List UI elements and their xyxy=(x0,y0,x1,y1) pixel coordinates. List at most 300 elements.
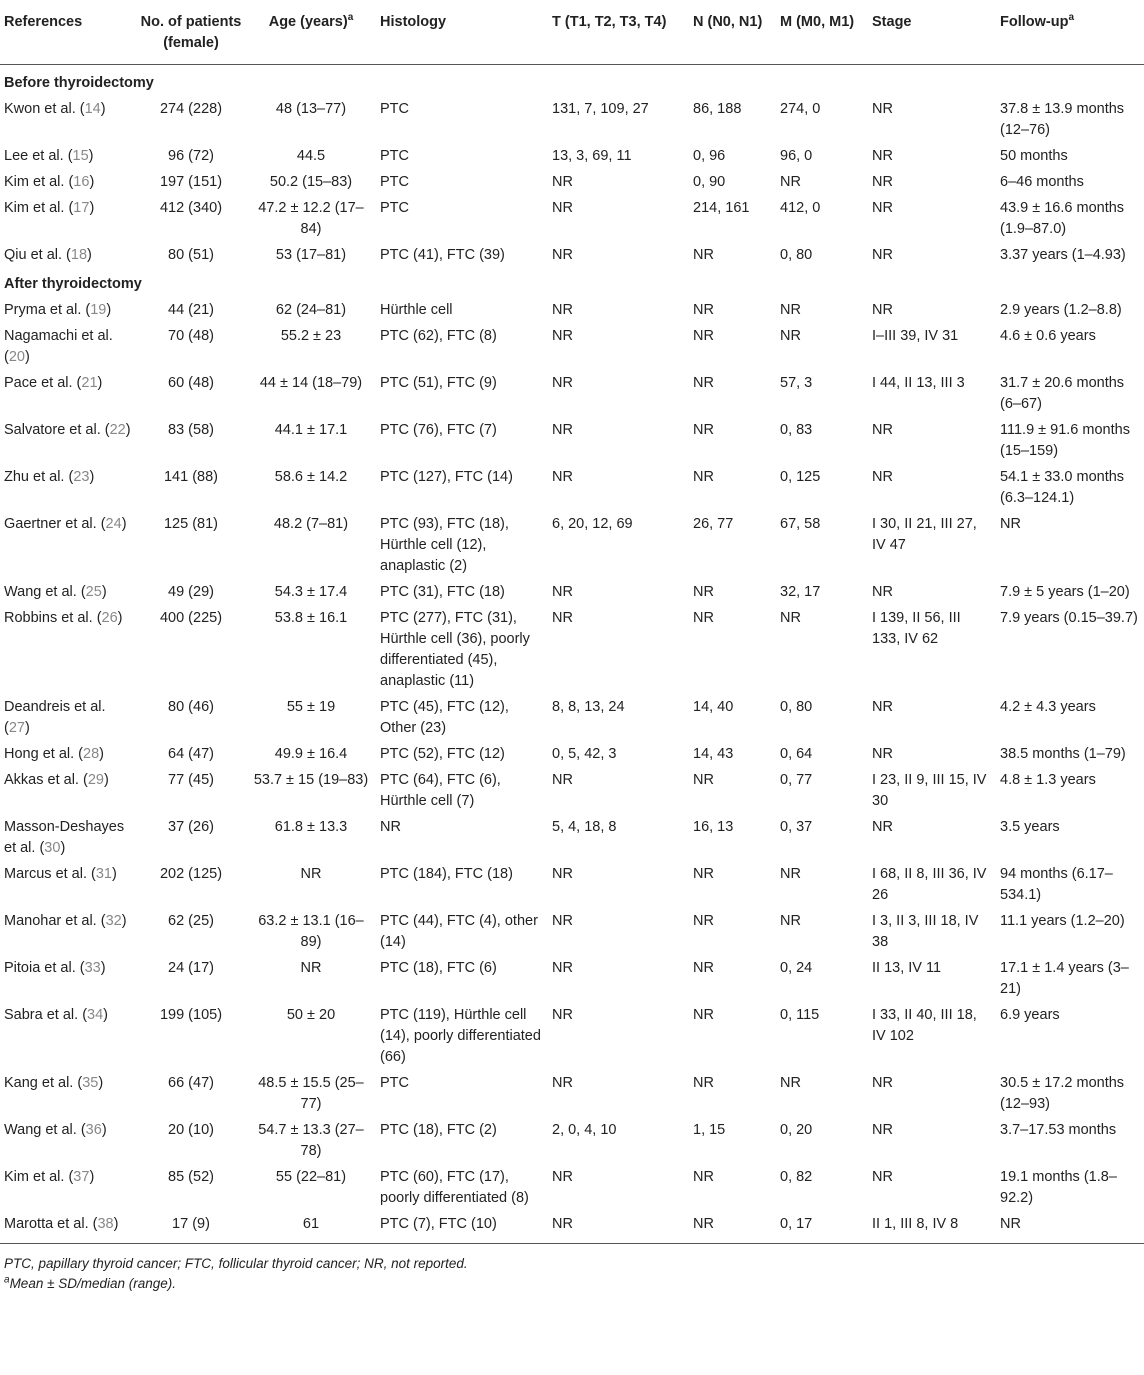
cell-stage: I 33, II 40, III 18, IV 102 xyxy=(872,1007,977,1044)
table-header xyxy=(0,0,1144,65)
cell-stage: NR xyxy=(872,174,893,190)
cell-m: NR xyxy=(780,1075,801,1091)
col-references: References xyxy=(0,0,136,65)
cell-reference: Kim et al. (37) xyxy=(4,1169,95,1185)
table-row xyxy=(0,603,1144,692)
cell-followup: 43.9 ± 16.6 months (1.9–87.0) xyxy=(1000,200,1125,237)
cell-reference: Wang et al. (36) xyxy=(4,1122,107,1138)
col-n: N (N0, N1) xyxy=(689,0,776,65)
cell-reference: Hong et al. (28) xyxy=(4,746,104,762)
reference-author: Pryma et al. xyxy=(4,302,82,318)
reference-citation-link[interactable]: 35 xyxy=(82,1075,99,1091)
cell-followup: 19.1 months (1.8–92.2) xyxy=(1000,1169,1117,1206)
cell-n: NR xyxy=(693,913,714,929)
reference-citation-link[interactable]: 37 xyxy=(73,1169,90,1185)
cell-t: NR xyxy=(552,1007,573,1023)
table-row xyxy=(0,953,1144,1000)
cell-t: 131, 7, 109, 27 xyxy=(552,101,649,117)
table-row xyxy=(0,295,1144,321)
cell-followup: 30.5 ± 17.2 months (12–93) xyxy=(1000,1075,1125,1112)
cell-histology: PTC (7), FTC (10) xyxy=(376,1209,548,1244)
cell-histology: Hürthle cell xyxy=(380,302,453,318)
cell-histology: PTC xyxy=(380,200,409,216)
cell-age: 55.2 ± 23 xyxy=(280,328,342,344)
cell-m: NR xyxy=(780,174,801,190)
cell-age: 44.1 ± 17.1 xyxy=(274,422,348,438)
cell-age: 48.5 ± 15.5 (25–77) xyxy=(258,1075,364,1112)
reference-citation-link[interactable]: 18 xyxy=(70,247,88,263)
cell-m: 0, 80 xyxy=(780,247,813,263)
reference-author: Zhu et al. xyxy=(4,469,65,485)
cell-stage: I 44, II 13, III 3 xyxy=(872,375,965,391)
cell-stage: I 23, II 9, III 15, IV 30 xyxy=(872,772,987,809)
cell-m: 67, 58 xyxy=(780,516,821,532)
cell-n: NR xyxy=(693,584,714,600)
cell-histology: PTC xyxy=(380,1075,409,1091)
table-row xyxy=(0,739,1144,765)
cell-t: NR xyxy=(552,1075,573,1091)
reference-author: Qiu et al. xyxy=(4,247,63,263)
cell-age: 61 xyxy=(246,1209,376,1244)
cell-n: NR xyxy=(689,1209,776,1244)
cell-stage: NR xyxy=(872,200,893,216)
cell-n: NR xyxy=(693,247,714,263)
reference-citation-link[interactable]: 24 xyxy=(105,516,122,532)
table-row xyxy=(0,765,1144,812)
cell-m: 0, 64 xyxy=(780,746,813,762)
cell-n: 0, 96 xyxy=(693,148,726,164)
cell-reference: Robbins et al. (26) xyxy=(4,610,123,626)
cell-patients: 66 (47) xyxy=(168,1075,214,1091)
cell-patients: 44 (21) xyxy=(168,302,214,318)
cell-reference: Salvatore et al. (22) xyxy=(4,422,131,438)
cell-m: 57, 3 xyxy=(780,375,813,391)
cell-histology: PTC (184), FTC (18) xyxy=(380,866,513,882)
cell-age: 48 (13–77) xyxy=(275,101,347,117)
cell-age: 50 ± 20 xyxy=(286,1007,336,1023)
cell-n: NR xyxy=(693,1007,714,1023)
table-row xyxy=(0,94,1144,141)
table-row xyxy=(0,321,1144,368)
reference-citation-link[interactable]: 28 xyxy=(83,746,100,762)
cell-reference: Pace et al. (21) xyxy=(4,375,103,391)
reference-citation-link[interactable]: 15 xyxy=(72,148,89,164)
reference-citation-link[interactable]: 20 xyxy=(8,349,25,365)
cell-followup: 3.5 years xyxy=(1000,819,1060,835)
table-body xyxy=(0,65,1144,1244)
reference-citation-link[interactable]: 36 xyxy=(85,1122,102,1138)
cell-reference: Lee et al. (15) xyxy=(4,148,94,164)
cell-followup: NR xyxy=(1000,516,1021,532)
cell-age: 55 ± 19 xyxy=(286,699,336,715)
reference-citation-link[interactable]: 31 xyxy=(95,866,112,882)
reference-citation-link[interactable]: 33 xyxy=(84,960,101,976)
cell-patients: 37 (26) xyxy=(168,819,214,835)
cell-reference: Wang et al. (25) xyxy=(4,584,107,600)
cell-patients: 141 (88) xyxy=(163,469,218,485)
cell-t: NR xyxy=(552,469,573,485)
cell-stage: NR xyxy=(872,101,893,117)
cell-followup: 3.7–17.53 months xyxy=(1000,1122,1117,1138)
cell-patients: 64 (47) xyxy=(168,746,214,762)
cell-reference: Kim et al. (16) xyxy=(4,174,95,190)
cell-histology: PTC (45), FTC (12), Other (23) xyxy=(380,699,509,736)
cell-n: NR xyxy=(693,960,714,976)
col-m: M (M0, M1) xyxy=(776,0,868,65)
reference-author: Gaertner et al. xyxy=(4,516,97,532)
cell-m: NR xyxy=(780,610,801,626)
table-row xyxy=(0,859,1144,906)
cell-histology: PTC xyxy=(380,101,409,117)
cell-stage: NR xyxy=(872,422,893,438)
col-histology: Histology xyxy=(376,0,548,65)
cell-followup: 37.8 ± 13.9 months (12–76) xyxy=(1000,101,1125,138)
cell-patients: 125 (81) xyxy=(163,516,218,532)
cell-t: NR xyxy=(552,772,573,788)
cell-stage: I 68, II 8, III 36, IV 26 xyxy=(872,866,987,903)
cell-n: 26, 77 xyxy=(693,516,734,532)
cell-patients: 80 (51) xyxy=(168,247,214,263)
cell-m: 0, 115 xyxy=(780,1007,820,1023)
reference-citation-link[interactable]: 19 xyxy=(90,302,107,318)
cell-histology: PTC (18), FTC (2) xyxy=(380,1122,497,1138)
table-row xyxy=(0,1000,1144,1068)
cell-n: 14, 43 xyxy=(693,746,734,762)
cell-patients: 83 (58) xyxy=(168,422,214,438)
cell-t: NR xyxy=(552,913,573,929)
cell-t: 6, 20, 12, 69 xyxy=(552,516,633,532)
table-row xyxy=(0,141,1144,167)
cell-histology: PTC (76), FTC (7) xyxy=(380,422,497,438)
cell-m: NR xyxy=(780,302,801,318)
col-followup: Follow-$up^a$ xyxy=(996,0,1144,65)
cell-followup: 111.9 ± 91.6 months (15–159) xyxy=(1000,422,1130,459)
cell-stage: NR xyxy=(872,469,893,485)
cell-n: 16, 13 xyxy=(693,819,734,835)
cell-followup: 94 months (6.17–534.1) xyxy=(1000,866,1113,903)
cell-stage: I 3, II 3, III 18, IV 38 xyxy=(872,913,979,950)
cell-n: NR xyxy=(693,422,714,438)
cell-n: NR xyxy=(693,866,714,882)
col-stage: Stage xyxy=(868,0,996,65)
cell-m: 0, 82 xyxy=(780,1169,813,1185)
cell-histology: PTC (277), FTC (31), Hürthle cell (36), poorly differentiated (45), anaplastic (11) xyxy=(380,610,530,689)
table-row xyxy=(0,812,1144,859)
reference-citation-link[interactable]: 30 xyxy=(44,840,61,856)
reference-author: Deandreis et al. xyxy=(4,699,106,715)
cell-stage: NR xyxy=(872,584,893,600)
cell-histology: PTC (127), FTC (14) xyxy=(380,469,513,485)
cell-t: NR xyxy=(552,247,573,263)
cell-histology: PTC xyxy=(380,148,409,164)
cell-patients: 274 (228) xyxy=(159,101,223,117)
reference-author: Masson-Deshayes et al. xyxy=(4,819,125,856)
table-footnotes xyxy=(0,1244,1144,1294)
cell-reference: Akkas et al. (29) xyxy=(4,772,109,788)
cell-t: 2, 0, 4, 10 xyxy=(552,1122,617,1138)
reference-citation-link[interactable]: 26 xyxy=(101,610,118,626)
cell-n: NR xyxy=(693,469,714,485)
table-row xyxy=(0,368,1144,415)
reference-citation-link[interactable]: 22 xyxy=(109,422,126,438)
cell-m: NR xyxy=(780,328,801,344)
cell-stage: NR xyxy=(872,247,893,263)
cell-age: 47.2 ± 12.2 (17–84) xyxy=(258,200,364,237)
cell-n: 0, 90 xyxy=(693,174,726,190)
cell-age: 48.2 (7–81) xyxy=(273,516,349,532)
cell-followup: 17.1 ± 1.4 years (3–21) xyxy=(1000,960,1129,997)
cell-histology: PTC (51), FTC (9) xyxy=(380,375,497,391)
reference-author: Akkas et al. xyxy=(4,772,79,788)
reference-author: Kim et al. xyxy=(4,1169,65,1185)
cell-followup: 54.1 ± 33.0 months (6.3–124.1) xyxy=(1000,469,1125,506)
cell-patients: 77 (45) xyxy=(168,772,214,788)
reference-citation-link[interactable]: 14 xyxy=(84,101,101,117)
section-title: After thyroidectomy xyxy=(4,276,142,292)
cell-patients: 20 (10) xyxy=(168,1122,214,1138)
cell-t: NR xyxy=(552,866,573,882)
cell-followup: 6–46 months xyxy=(1000,174,1084,190)
cell-age: 53.7 ± 15 (19–83) xyxy=(253,772,369,788)
reference-citation-link[interactable]: 21 xyxy=(81,375,98,391)
cell-followup: 4.8 ± 1.3 years xyxy=(1000,772,1096,788)
col-patients: No. of patients (female) xyxy=(136,0,246,65)
footnote-abbreviations: PTC, papillary thyroid cancer; FTC, follicular thyroid cancer; NR, not reported. xyxy=(4,1256,468,1271)
section-header xyxy=(0,266,1144,295)
cell-patients: 49 (29) xyxy=(168,584,214,600)
cell-m: NR xyxy=(780,866,801,882)
cell-patients: 202 (125) xyxy=(159,866,223,882)
cell-age: 53 (17–81) xyxy=(275,247,347,263)
cell-t: 13, 3, 69, 11 xyxy=(552,148,632,164)
cell-histology: PTC (31), FTC (18) xyxy=(380,584,505,600)
cell-age: 54.3 ± 17.4 xyxy=(274,584,348,600)
cell-followup: 31.7 ± 20.6 months (6–67) xyxy=(1000,375,1125,412)
cell-histology: PTC (41), FTC (39) xyxy=(380,247,505,263)
cell-t: NR xyxy=(552,610,573,626)
cell-age: NR xyxy=(300,960,322,976)
cell-age: 50.2 (15–83) xyxy=(269,174,353,190)
cell-histology: PTC xyxy=(380,174,409,190)
cell-t: NR xyxy=(552,328,573,344)
cell-n: NR xyxy=(693,1169,714,1185)
cell-stage: NR xyxy=(872,1075,893,1091)
cell-m: 0, 125 xyxy=(780,469,821,485)
col-age: Age (years)$^a$ xyxy=(246,0,376,65)
cell-n: NR xyxy=(693,610,714,626)
cell-n: 1, 15 xyxy=(693,1122,726,1138)
cell-patients: 197 (151) xyxy=(159,174,223,190)
cell-patients: 400 (225) xyxy=(159,610,223,626)
cell-n: NR xyxy=(693,328,714,344)
cell-stage: I–III 39, IV 31 xyxy=(872,328,959,344)
cell-m: 0, 17 xyxy=(776,1209,868,1244)
cell-t: NR xyxy=(552,960,573,976)
reference-author: Kang et al. xyxy=(4,1075,74,1091)
cell-reference: Masson-Deshayes et al. (30) xyxy=(4,819,125,856)
cell-followup: NR xyxy=(996,1209,1144,1244)
cell-stage: I 30, II 21, III 27, IV 47 xyxy=(872,516,977,553)
cell-age: 62 (24–81) xyxy=(275,302,347,318)
cell-reference: Marotta et al. (38) xyxy=(0,1209,136,1244)
cell-patients: 70 (48) xyxy=(168,328,214,344)
cell-t: 5, 4, 18, 8 xyxy=(552,819,617,835)
reference-author: Pitoia et al. xyxy=(4,960,76,976)
reference-author: Nagamachi et al. xyxy=(4,328,113,344)
cell-m: 412, 0 xyxy=(780,200,821,216)
section-header xyxy=(0,65,1144,95)
table-row xyxy=(0,509,1144,577)
cell-t: NR xyxy=(552,200,573,216)
reference-author: Manohar et al. xyxy=(4,913,97,929)
cell-followup: 4.6 ± 0.6 years xyxy=(1000,328,1096,344)
cell-reference: Sabra et al. (34) xyxy=(4,1007,109,1023)
table-row xyxy=(0,577,1144,603)
cell-t: 0, 5, 42, 3 xyxy=(552,746,617,762)
cell-reference: Gaertner et al. (24) xyxy=(4,516,127,532)
cell-reference: Zhu et al. (23) xyxy=(4,469,95,485)
cell-stage: NR xyxy=(872,148,893,164)
cell-patients: 62 (25) xyxy=(168,913,214,929)
cell-m: 0, 77 xyxy=(780,772,813,788)
cell-followup: 38.5 months (1–79) xyxy=(1000,746,1126,762)
cell-histology: PTC (44), FTC (4), other (14) xyxy=(380,913,538,950)
table-row xyxy=(0,692,1144,739)
reference-citation-link[interactable]: 34 xyxy=(87,1007,104,1023)
cell-t: NR xyxy=(552,584,573,600)
cell-reference: Pryma et al. (19) xyxy=(4,302,112,318)
cell-age: 63.2 ± 13.1 (16–89) xyxy=(258,913,364,950)
cell-stage: NR xyxy=(872,1169,893,1185)
cell-patients: 412 (340) xyxy=(159,200,223,216)
cell-followup: 50 months xyxy=(1000,148,1068,164)
cell-n: 86, 188 xyxy=(693,101,742,117)
table-row xyxy=(0,240,1144,266)
reference-citation-link[interactable]: 27 xyxy=(8,720,25,736)
cell-stage: I 139, II 56, III 133, IV 62 xyxy=(872,610,961,647)
reference-citation-link[interactable]: 32 xyxy=(105,913,122,929)
reference-citation-link[interactable]: 29 xyxy=(87,772,104,788)
table-row xyxy=(0,1068,1144,1115)
cell-t: NR xyxy=(552,375,573,391)
cell-followup: 11.1 years (1.2–20) xyxy=(1000,913,1125,929)
cell-histology: PTC (119), Hürthle cell (14), poorly differentiated (66) xyxy=(380,1007,541,1065)
cell-n: 14, 40 xyxy=(693,699,734,715)
cell-stage: II 13, IV 11 xyxy=(872,960,942,976)
reference-author: Wang et al. xyxy=(4,584,77,600)
cell-age: 44 ± 14 (18–79) xyxy=(259,375,363,391)
cell-reference: Nagamachi et al. (20) xyxy=(4,328,113,365)
cell-histology: PTC (60), FTC (17), poorly differentiated (8) xyxy=(380,1169,529,1206)
cell-histology: PTC (93), FTC (18), Hürthle cell (12), anaplastic (2) xyxy=(380,516,509,574)
cell-age: 53.8 ± 16.1 xyxy=(274,610,348,626)
cell-age: 49.9 ± 16.4 xyxy=(274,746,348,762)
table-row xyxy=(0,193,1144,240)
cell-t: 8, 8, 13, 24 xyxy=(552,699,625,715)
cell-stage: NR xyxy=(872,1122,893,1138)
cell-n: NR xyxy=(693,375,714,391)
reference-citation-link[interactable]: 23 xyxy=(73,469,90,485)
table-row xyxy=(0,462,1144,509)
reference-author: Kim et al. xyxy=(4,174,65,190)
table-row xyxy=(0,906,1144,953)
cell-histology: PTC (64), FTC (6), Hürthle cell (7) xyxy=(380,772,501,809)
cell-age: 44.5 xyxy=(296,148,326,164)
cell-m: 0, 20 xyxy=(780,1122,813,1138)
cell-followup: 7.9 ± 5 years (1–20) xyxy=(1000,584,1130,600)
cell-n: NR xyxy=(693,772,714,788)
cell-t: NR xyxy=(552,422,573,438)
cell-n: 214, 161 xyxy=(693,200,750,216)
table-row xyxy=(0,167,1144,193)
cell-t: NR xyxy=(552,174,573,190)
reference-author: Robbins et al. xyxy=(4,610,93,626)
cell-patients: 17 (9) xyxy=(136,1209,246,1244)
cell-stage: II 1, III 8, IV 8 xyxy=(868,1209,996,1244)
cell-histology: PTC (52), FTC (12) xyxy=(380,746,505,762)
cell-age: 61.8 ± 13.3 xyxy=(274,819,348,835)
cell-histology: PTC (18), FTC (6) xyxy=(380,960,497,976)
reference-author: Pace et al. xyxy=(4,375,73,391)
reference-author: Kwon et al. xyxy=(4,101,76,117)
reference-author: Marcus et al. xyxy=(4,866,87,882)
cell-histology: NR xyxy=(380,819,401,835)
cell-stage: NR xyxy=(872,302,893,318)
reference-citation-link[interactable]: 16 xyxy=(73,174,90,190)
cell-patients: 80 (46) xyxy=(168,699,214,715)
cell-age: 54.7 ± 13.3 (27–78) xyxy=(258,1122,364,1159)
section-title: Before thyroidectomy xyxy=(4,75,154,91)
table-row xyxy=(0,1115,1144,1162)
cell-followup: 2.9 years (1.2–8.8) xyxy=(1000,302,1122,318)
cell-reference: Kang et al. (35) xyxy=(4,1075,104,1091)
cell-m: 96, 0 xyxy=(780,148,813,164)
cell-t: NR xyxy=(552,1169,573,1185)
cell-t: NR xyxy=(548,1209,689,1244)
reference-citation-link[interactable]: 17 xyxy=(73,200,90,216)
cell-m: 32, 17 xyxy=(780,584,821,600)
cell-stage: NR xyxy=(872,819,893,835)
reference-citation-link[interactable]: 25 xyxy=(85,584,102,600)
cell-stage: NR xyxy=(872,746,893,762)
cell-patients: 85 (52) xyxy=(168,1169,214,1185)
cell-followup: 4.2 ± 4.3 years xyxy=(1000,699,1096,715)
cell-reference: Qiu et al. (18) xyxy=(4,247,92,263)
reference-author: Salvatore et al. xyxy=(4,422,101,438)
cell-n: NR xyxy=(693,1075,714,1091)
cell-histology: PTC (62), FTC (8) xyxy=(380,328,497,344)
footnote-a: $^a$Mean ± SD/median (range). xyxy=(4,1274,177,1291)
cell-reference: Kwon et al. (14) xyxy=(4,101,106,117)
cell-m: 0, 37 xyxy=(780,819,813,835)
cell-m: NR xyxy=(780,913,801,929)
cell-age: 55 (22–81) xyxy=(275,1169,347,1185)
table-row xyxy=(0,1162,1144,1209)
table-row xyxy=(0,1209,1144,1244)
cell-followup: 3.37 years (1–4.93) xyxy=(1000,247,1126,263)
cell-n: NR xyxy=(693,302,714,318)
cell-m: 274, 0 xyxy=(780,101,821,117)
cell-stage: NR xyxy=(872,699,893,715)
col-t: T (T1, T2, T3, T4) xyxy=(548,0,689,65)
reference-citation-link[interactable]: 38 xyxy=(97,1216,114,1232)
cell-m: 0, 83 xyxy=(780,422,813,438)
reference-author: Sabra et al. xyxy=(4,1007,79,1023)
cell-patients: 96 (72) xyxy=(168,148,214,164)
cell-reference: Marcus et al. (31) xyxy=(4,866,117,882)
cell-age: NR xyxy=(300,866,322,882)
cell-reference: Pitoia et al. (33) xyxy=(4,960,106,976)
